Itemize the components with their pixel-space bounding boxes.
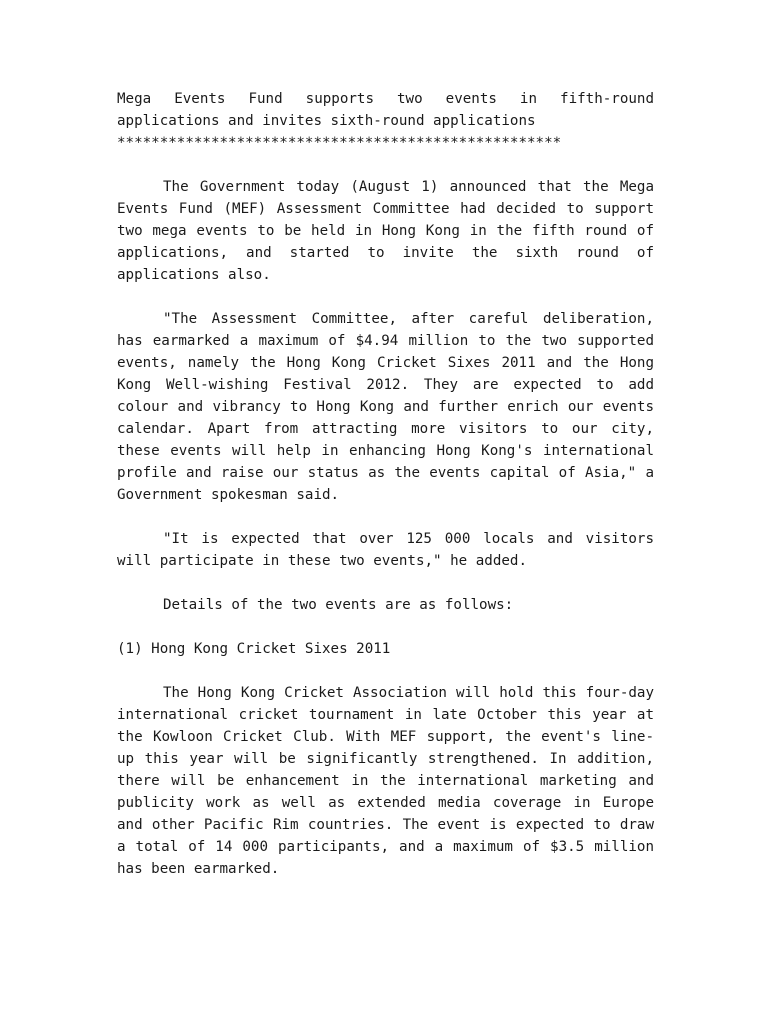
title-underline-stars: ****************************************************	[117, 135, 562, 151]
section-heading-cricket-sixes: (1) Hong Kong Cricket Sixes 2011	[117, 641, 391, 657]
press-release-page	[117, 88, 654, 880]
paragraph-details-intro: Details of the two events are as follows:	[163, 597, 514, 613]
press-release-title: Mega Events Fund supports two events in fifth-round applications and invites sixth-round applications	[117, 91, 654, 129]
paragraph-cricket-sixes: The Hong Kong Cricket Association will hold this four-day international cricket tournament in late October this year at the Kowloon Cricket Club. With MEF support, the event's line-up this year will be significantly strengthened. In addition, there will be enhancement in the international marketing and publicity work as well as extended media coverage in Europe and other Pacific Rim countries. The event is expected to draw a total of 14 000 participants, and a maximum of $3.5 million has been earmarked.	[117, 685, 654, 877]
paragraph-participation: "It is expected that over 125 000 locals and visitors will participate in these two events," he added.	[117, 531, 654, 569]
paragraph-announcement: The Government today (August 1) announced that the Mega Events Fund (MEF) Assessment Committee had decided to support two mega events to be held in Hong Kong in the fifth round of applications, and started to invite the sixth round of applications also.	[117, 179, 654, 283]
paragraph-spokesman-quote: "The Assessment Committee, after careful deliberation, has earmarked a maximum of $4.94 million to the two supported events, namely the Hong Kong Cricket Sixes 2011 and the Hong Kong Well-wishing Festival 2012. They are expected to add colour and vibrancy to Hong Kong and further enrich our events calendar. Apart from attracting more visitors to our city, these events will help in enhancing Hong Kong's international profile and raise our status as the events capital of Asia," a Government spokesman said.	[117, 311, 654, 503]
